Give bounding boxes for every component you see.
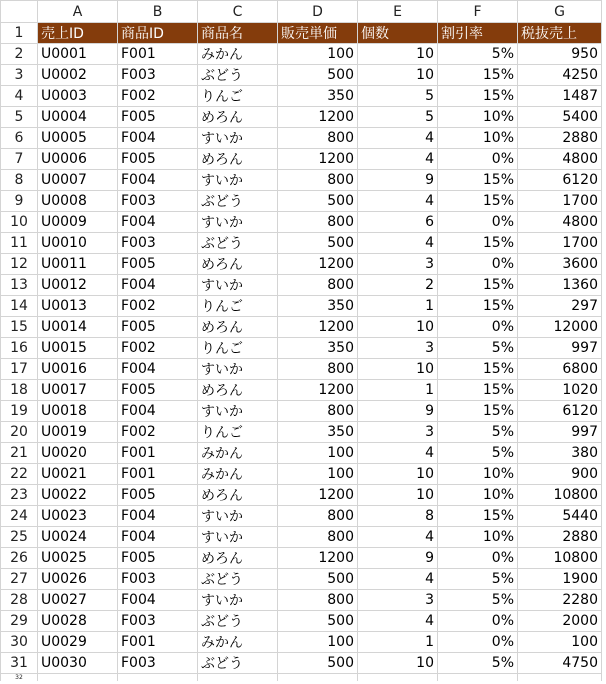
row-header[interactable]: 4	[1, 86, 38, 107]
header-cell-quantity[interactable]: 個数	[358, 23, 438, 44]
table-cell[interactable]: U0006	[38, 149, 118, 170]
row-header[interactable]: 19	[1, 401, 38, 422]
table-cell[interactable]: みかん	[198, 632, 278, 653]
table-row-partial	[1, 674, 602, 682]
row-header[interactable]: 26	[1, 548, 38, 569]
column-header-e[interactable]: E	[358, 1, 438, 23]
table-cell[interactable]: すいか	[198, 275, 278, 296]
table-cell[interactable]: 950	[518, 44, 602, 65]
table-cell[interactable]: 0%	[438, 254, 518, 275]
table-cell[interactable]: 1200	[278, 548, 358, 569]
table-cell[interactable]: F002	[118, 296, 198, 317]
table-cell[interactable]: F004	[118, 590, 198, 611]
table-cell[interactable]: F001	[118, 464, 198, 485]
table-cell[interactable]: U0023	[38, 506, 118, 527]
table-cell[interactable]: 10	[358, 464, 438, 485]
table-cell[interactable]: 10	[358, 44, 438, 65]
table-cell[interactable]: 3	[358, 254, 438, 275]
table-cell[interactable]: 5%	[438, 422, 518, 443]
table-cell[interactable]: 5%	[438, 653, 518, 674]
row-header[interactable]: 16	[1, 338, 38, 359]
table-cell[interactable]: 4	[358, 611, 438, 632]
table-cell[interactable]: 4800	[518, 212, 602, 233]
table-cell[interactable]: U0022	[38, 485, 118, 506]
table-cell[interactable]: 1487	[518, 86, 602, 107]
table-cell[interactable]: U0015	[38, 338, 118, 359]
table-cell[interactable]: 3	[358, 338, 438, 359]
table-cell[interactable]: F004	[118, 506, 198, 527]
table-cell[interactable]: 100	[278, 44, 358, 65]
table-cell[interactable]: F001	[118, 443, 198, 464]
table-cell[interactable]: 500	[278, 233, 358, 254]
table-cell[interactable]: F005	[118, 317, 198, 338]
table-cell[interactable]: U0027	[38, 590, 118, 611]
table-cell[interactable]: めろん	[198, 254, 278, 275]
table-cell[interactable]: U0002	[38, 65, 118, 86]
table-cell[interactable]: 100	[278, 464, 358, 485]
table-cell[interactable]: 5%	[438, 443, 518, 464]
table-cell[interactable]: 15%	[438, 275, 518, 296]
table-cell[interactable]: U0014	[38, 317, 118, 338]
table-cell[interactable]: 10	[358, 65, 438, 86]
row-header[interactable]: 8	[1, 170, 38, 191]
table-cell[interactable]: 297	[518, 296, 602, 317]
table-cell[interactable]: 800	[278, 170, 358, 191]
table-cell[interactable]: すいか	[198, 506, 278, 527]
table-cell[interactable]: すいか	[198, 128, 278, 149]
table-cell[interactable]: 5400	[518, 107, 602, 128]
table-row	[1, 212, 602, 233]
table-cell[interactable]: ぶどう	[198, 233, 278, 254]
table-cell[interactable]: 4	[358, 191, 438, 212]
row-header[interactable]: 23	[1, 485, 38, 506]
table-cell[interactable]: U0007	[38, 170, 118, 191]
table-row	[1, 590, 602, 611]
table-cell[interactable]: りんご	[198, 338, 278, 359]
table-cell[interactable]: 0%	[438, 632, 518, 653]
table-cell[interactable]: U0028	[38, 611, 118, 632]
table-cell[interactable]: U0018	[38, 401, 118, 422]
table-cell[interactable]: 800	[278, 506, 358, 527]
table-cell[interactable]: U0013	[38, 296, 118, 317]
table-cell[interactable]: 10	[358, 359, 438, 380]
header-cell-product-id[interactable]: 商品ID	[118, 23, 198, 44]
empty-cell[interactable]	[358, 674, 438, 682]
table-cell[interactable]: 9	[358, 401, 438, 422]
table-cell[interactable]: F001	[118, 44, 198, 65]
table-cell[interactable]: 6120	[518, 401, 602, 422]
table-cell[interactable]: 800	[278, 527, 358, 548]
table-cell[interactable]: 10%	[438, 485, 518, 506]
table-cell[interactable]: 0%	[438, 611, 518, 632]
table-cell[interactable]: 2880	[518, 128, 602, 149]
table-cell[interactable]: すいか	[198, 170, 278, 191]
table-cell[interactable]: 997	[518, 422, 602, 443]
table-cell[interactable]: みかん	[198, 443, 278, 464]
table-cell[interactable]: F002	[118, 338, 198, 359]
table-cell[interactable]: 800	[278, 359, 358, 380]
row-header[interactable]: 6	[1, 128, 38, 149]
column-header-row	[1, 1, 602, 23]
table-row	[1, 401, 602, 422]
table-cell[interactable]: みかん	[198, 44, 278, 65]
table-cell[interactable]: りんご	[198, 422, 278, 443]
table-cell[interactable]: 500	[278, 65, 358, 86]
table-cell[interactable]: ぶどう	[198, 65, 278, 86]
table-cell[interactable]: F003	[118, 233, 198, 254]
row-header[interactable]: 13	[1, 275, 38, 296]
table-cell[interactable]: F004	[118, 128, 198, 149]
table-cell[interactable]: めろん	[198, 485, 278, 506]
table-cell[interactable]: 10	[358, 317, 438, 338]
row-header[interactable]: 21	[1, 443, 38, 464]
table-cell[interactable]: 5%	[438, 44, 518, 65]
table-row	[1, 317, 602, 338]
table-cell[interactable]: ぶどう	[198, 611, 278, 632]
table-row	[1, 65, 602, 86]
table-cell[interactable]: 500	[278, 653, 358, 674]
table-row	[1, 275, 602, 296]
table-cell[interactable]: 10%	[438, 128, 518, 149]
table-cell[interactable]: 0%	[438, 212, 518, 233]
table-cell[interactable]: 1700	[518, 191, 602, 212]
table-cell[interactable]: 1200	[278, 380, 358, 401]
row-header[interactable]: 29	[1, 611, 38, 632]
table-cell[interactable]: 10800	[518, 548, 602, 569]
table-cell[interactable]: U0004	[38, 107, 118, 128]
table-cell[interactable]: F003	[118, 65, 198, 86]
table-row	[1, 44, 602, 65]
table-cell[interactable]: F004	[118, 359, 198, 380]
table-cell[interactable]: 12000	[518, 317, 602, 338]
table-cell[interactable]: 5440	[518, 506, 602, 527]
table-cell[interactable]: 3600	[518, 254, 602, 275]
table-cell[interactable]: めろん	[198, 107, 278, 128]
table-cell[interactable]: F004	[118, 275, 198, 296]
table-cell[interactable]: F005	[118, 485, 198, 506]
row-header[interactable]: 17	[1, 359, 38, 380]
row-header[interactable]: 28	[1, 590, 38, 611]
table-cell[interactable]: めろん	[198, 317, 278, 338]
table-row	[1, 338, 602, 359]
table-cell[interactable]: U0025	[38, 548, 118, 569]
table-cell[interactable]: すいか	[198, 527, 278, 548]
table-cell[interactable]: 1200	[278, 254, 358, 275]
table-cell[interactable]: 10	[358, 485, 438, 506]
table-cell[interactable]: 5	[358, 107, 438, 128]
row-header[interactable]: 22	[1, 464, 38, 485]
table-cell[interactable]: U0020	[38, 443, 118, 464]
table-cell[interactable]: 1	[358, 380, 438, 401]
table-row	[1, 254, 602, 275]
table-cell[interactable]: 800	[278, 401, 358, 422]
row-header[interactable]: 18	[1, 380, 38, 401]
table-cell[interactable]: F005	[118, 380, 198, 401]
table-cell[interactable]: 800	[278, 212, 358, 233]
table-cell[interactable]: F003	[118, 191, 198, 212]
table-cell[interactable]: U0005	[38, 128, 118, 149]
table-cell[interactable]: 4250	[518, 65, 602, 86]
empty-cell[interactable]	[438, 674, 518, 682]
header-cell-sales-id[interactable]: 売上ID	[38, 23, 118, 44]
row-header[interactable]: 24	[1, 506, 38, 527]
row-header[interactable]: 14	[1, 296, 38, 317]
table-cell[interactable]: F004	[118, 212, 198, 233]
table-cell[interactable]: 10%	[438, 464, 518, 485]
table-cell[interactable]: 6	[358, 212, 438, 233]
table-row	[1, 233, 602, 254]
table-row	[1, 296, 602, 317]
table-cell[interactable]: 15%	[438, 170, 518, 191]
table-cell[interactable]: 2	[358, 275, 438, 296]
table-cell[interactable]: めろん	[198, 380, 278, 401]
table-cell[interactable]: 5	[358, 86, 438, 107]
table-cell[interactable]: 350	[278, 338, 358, 359]
table-cell[interactable]: 4	[358, 149, 438, 170]
empty-cell[interactable]	[38, 674, 118, 682]
table-cell[interactable]: 900	[518, 464, 602, 485]
table-cell[interactable]: 15%	[438, 380, 518, 401]
table-cell[interactable]: 15%	[438, 191, 518, 212]
table-row	[1, 128, 602, 149]
table-cell[interactable]: 3	[358, 590, 438, 611]
table-cell[interactable]: 100	[278, 632, 358, 653]
empty-cell[interactable]	[278, 674, 358, 682]
table-cell[interactable]: F005	[118, 149, 198, 170]
table-cell[interactable]: 100	[518, 632, 602, 653]
row-header[interactable]: 32	[1, 674, 38, 682]
table-cell[interactable]: 8	[358, 506, 438, 527]
table-cell[interactable]: 5%	[438, 338, 518, 359]
table-cell[interactable]: みかん	[198, 464, 278, 485]
table-cell[interactable]: U0012	[38, 275, 118, 296]
table-cell[interactable]: 4	[358, 527, 438, 548]
table-cell[interactable]: U0030	[38, 653, 118, 674]
table-cell[interactable]: 5%	[438, 590, 518, 611]
column-header-g[interactable]: G	[518, 1, 602, 23]
table-row	[1, 443, 602, 464]
table-cell[interactable]: 10%	[438, 107, 518, 128]
table-row	[1, 485, 602, 506]
table-cell[interactable]: 4	[358, 443, 438, 464]
table-cell[interactable]: 2280	[518, 590, 602, 611]
table-row	[1, 380, 602, 401]
table-cell[interactable]: すいか	[198, 212, 278, 233]
column-header-a[interactable]: A	[38, 1, 118, 23]
empty-cell[interactable]	[118, 674, 198, 682]
table-row	[1, 86, 602, 107]
table-cell[interactable]: 2880	[518, 527, 602, 548]
row-header[interactable]: 20	[1, 422, 38, 443]
row-header[interactable]: 25	[1, 527, 38, 548]
row-header[interactable]: 31	[1, 653, 38, 674]
table-row	[1, 191, 602, 212]
table-cell[interactable]: F003	[118, 611, 198, 632]
table-cell[interactable]: 9	[358, 548, 438, 569]
table-cell[interactable]: 5%	[438, 569, 518, 590]
table-cell[interactable]: 0%	[438, 149, 518, 170]
table-cell[interactable]: F004	[118, 170, 198, 191]
table-cell[interactable]: 15%	[438, 401, 518, 422]
table-cell[interactable]: 0%	[438, 317, 518, 338]
row-header[interactable]: 12	[1, 254, 38, 275]
row-header[interactable]: 3	[1, 65, 38, 86]
column-header-c[interactable]: C	[198, 1, 278, 23]
table-cell[interactable]: ぶどう	[198, 653, 278, 674]
table-cell[interactable]: 1900	[518, 569, 602, 590]
table-row	[1, 527, 602, 548]
empty-cell[interactable]	[518, 674, 602, 682]
table-cell[interactable]: 15%	[438, 86, 518, 107]
table-cell[interactable]: F005	[118, 107, 198, 128]
table-cell[interactable]: F001	[118, 632, 198, 653]
table-cell[interactable]: U0011	[38, 254, 118, 275]
table-cell[interactable]: 4	[358, 569, 438, 590]
table-cell[interactable]: 500	[278, 569, 358, 590]
table-cell[interactable]: 350	[278, 86, 358, 107]
row-header[interactable]: 2	[1, 44, 38, 65]
table-row	[1, 548, 602, 569]
table-cell[interactable]: 350	[278, 422, 358, 443]
table-cell[interactable]: 100	[278, 443, 358, 464]
column-header-b[interactable]: B	[118, 1, 198, 23]
table-cell[interactable]: 800	[278, 590, 358, 611]
table-cell[interactable]: 6800	[518, 359, 602, 380]
table-cell[interactable]: 0%	[438, 548, 518, 569]
table-row	[1, 464, 602, 485]
table-cell[interactable]: りんご	[198, 86, 278, 107]
table-cell[interactable]: すいか	[198, 359, 278, 380]
table-cell[interactable]: 800	[278, 275, 358, 296]
table-row	[1, 506, 602, 527]
table-cell[interactable]: 500	[278, 191, 358, 212]
table-cell[interactable]: 997	[518, 338, 602, 359]
table-cell[interactable]: U0026	[38, 569, 118, 590]
header-cell-unit-price[interactable]: 販売単価	[278, 23, 358, 44]
table-cell[interactable]: U0009	[38, 212, 118, 233]
table-cell[interactable]: 500	[278, 611, 358, 632]
column-header-f[interactable]: F	[438, 1, 518, 23]
row-header[interactable]: 30	[1, 632, 38, 653]
row-header[interactable]: 1	[1, 23, 38, 44]
table-cell[interactable]: U0001	[38, 44, 118, 65]
table-header-row	[1, 23, 602, 44]
table-cell[interactable]: すいか	[198, 401, 278, 422]
table-row	[1, 422, 602, 443]
table-cell[interactable]: 1200	[278, 107, 358, 128]
table-cell[interactable]: 4750	[518, 653, 602, 674]
header-cell-discount-rate[interactable]: 割引率	[438, 23, 518, 44]
table-cell[interactable]: U0021	[38, 464, 118, 485]
table-cell[interactable]: めろん	[198, 149, 278, 170]
table-cell[interactable]: 1200	[278, 485, 358, 506]
table-row	[1, 107, 602, 128]
table-cell[interactable]: U0003	[38, 86, 118, 107]
table-cell[interactable]: F005	[118, 548, 198, 569]
table-cell[interactable]: 1200	[278, 149, 358, 170]
row-header[interactable]: 27	[1, 569, 38, 590]
table-cell[interactable]: 1360	[518, 275, 602, 296]
table-cell[interactable]: ぶどう	[198, 191, 278, 212]
table-cell[interactable]: U0010	[38, 233, 118, 254]
empty-cell[interactable]	[198, 674, 278, 682]
table-cell[interactable]: 10800	[518, 485, 602, 506]
header-cell-product-name[interactable]: 商品名	[198, 23, 278, 44]
table-cell[interactable]: 1700	[518, 233, 602, 254]
table-cell[interactable]: 1020	[518, 380, 602, 401]
table-row	[1, 170, 602, 191]
row-header[interactable]: 9	[1, 191, 38, 212]
table-cell[interactable]: 9	[358, 170, 438, 191]
table-cell[interactable]: U0024	[38, 527, 118, 548]
table-cell[interactable]: めろん	[198, 548, 278, 569]
table-cell[interactable]: 10	[358, 653, 438, 674]
table-cell[interactable]: 15%	[438, 296, 518, 317]
table-cell[interactable]: F004	[118, 401, 198, 422]
table-cell[interactable]: 15%	[438, 65, 518, 86]
table-cell[interactable]: 2000	[518, 611, 602, 632]
table-cell[interactable]: U0029	[38, 632, 118, 653]
table-row	[1, 569, 602, 590]
row-header[interactable]: 15	[1, 317, 38, 338]
table-cell[interactable]: 4	[358, 233, 438, 254]
table-cell[interactable]: 15%	[438, 359, 518, 380]
row-header[interactable]: 5	[1, 107, 38, 128]
table-cell[interactable]: 6120	[518, 170, 602, 191]
table-row	[1, 359, 602, 380]
table-cell[interactable]: 350	[278, 296, 358, 317]
table-cell[interactable]: 380	[518, 443, 602, 464]
table-cell[interactable]: F005	[118, 254, 198, 275]
table-cell[interactable]: U0016	[38, 359, 118, 380]
table-cell[interactable]: U0008	[38, 191, 118, 212]
table-cell[interactable]: 15%	[438, 506, 518, 527]
table-cell[interactable]: 15%	[438, 233, 518, 254]
table-cell[interactable]: F002	[118, 86, 198, 107]
table-row	[1, 149, 602, 170]
table-cell[interactable]: 1	[358, 296, 438, 317]
table-cell[interactable]: すいか	[198, 590, 278, 611]
table-cell[interactable]: U0017	[38, 380, 118, 401]
table-cell[interactable]: 4	[358, 128, 438, 149]
table-cell[interactable]: 1	[358, 632, 438, 653]
header-cell-net-sales[interactable]: 税抜売上	[518, 23, 602, 44]
table-cell[interactable]: F004	[118, 527, 198, 548]
table-cell[interactable]: ぶどう	[198, 569, 278, 590]
row-header[interactable]: 7	[1, 149, 38, 170]
table-cell[interactable]: F003	[118, 653, 198, 674]
table-cell[interactable]: 800	[278, 128, 358, 149]
row-header[interactable]: 11	[1, 233, 38, 254]
row-header[interactable]: 10	[1, 212, 38, 233]
table-row	[1, 632, 602, 653]
table-cell[interactable]: 4800	[518, 149, 602, 170]
table-cell[interactable]: F003	[118, 569, 198, 590]
select-all-corner[interactable]	[1, 1, 38, 23]
table-cell[interactable]: 10%	[438, 527, 518, 548]
table-cell[interactable]: りんご	[198, 296, 278, 317]
column-header-d[interactable]: D	[278, 1, 358, 23]
table-cell[interactable]: 1200	[278, 317, 358, 338]
table-cell[interactable]: 3	[358, 422, 438, 443]
table-row	[1, 653, 602, 674]
table-cell[interactable]: U0019	[38, 422, 118, 443]
table-row	[1, 611, 602, 632]
table-cell[interactable]: F002	[118, 422, 198, 443]
